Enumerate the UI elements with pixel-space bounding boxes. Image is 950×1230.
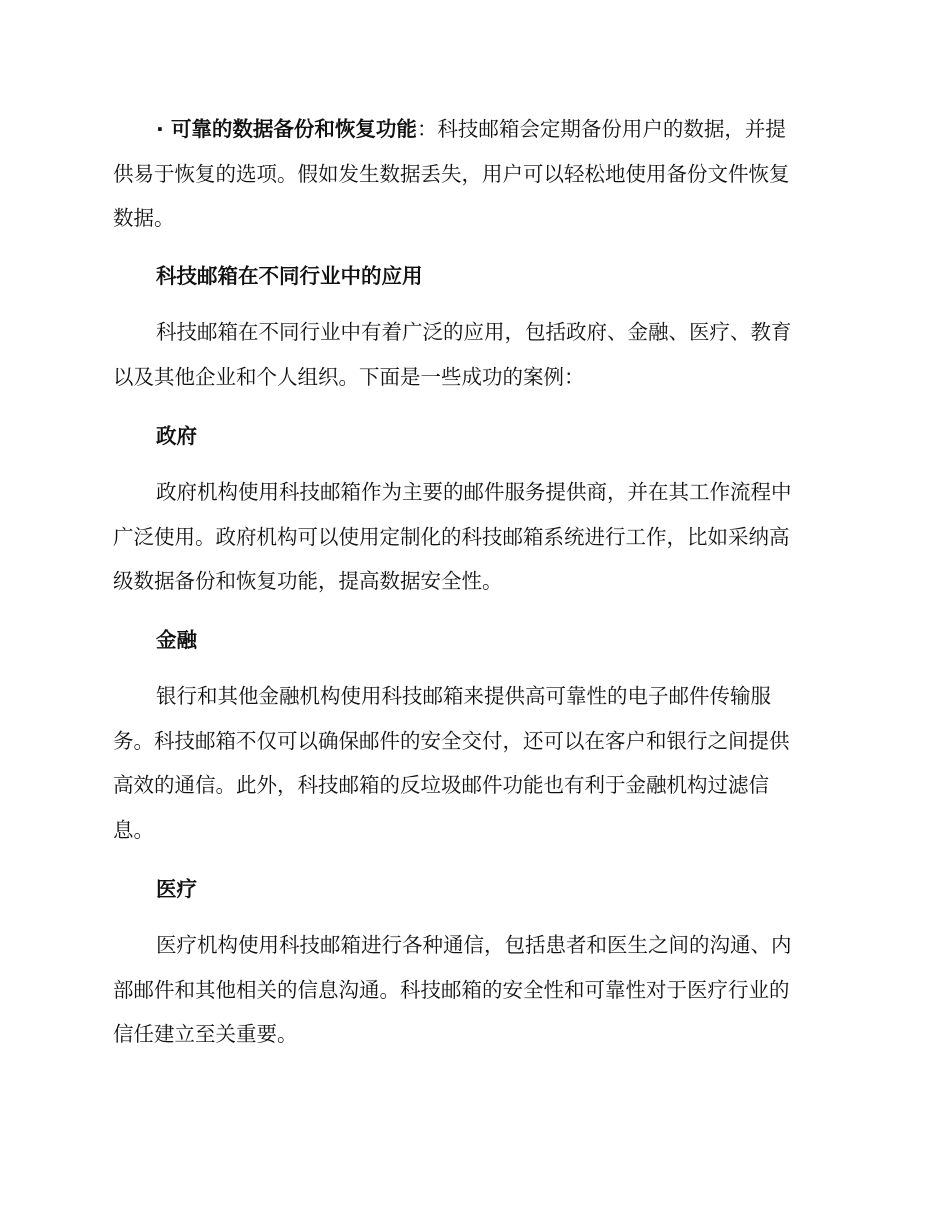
paragraph-line: 医疗机构使用科技邮箱进行各种通信，包括患者和医生之间的沟通、内 [156,933,792,957]
paragraph-line: 广泛使用。政府机构可以使用定制化的科技邮箱系统进行工作，比如采纳高 [113,524,790,549]
paragraph-line: 务。科技邮箱不仅可以确保邮件的安全交付，还可以在客户和银行之间提供 [113,728,790,753]
feature-description: ：科技邮箱会定期备份用户的数据，并提 [416,117,786,141]
paragraph-line: 供易于恢复的选项。假如发生数据丢失，用户可以轻松地使用备份文件恢复 [113,161,790,186]
paragraph-line [113,107,833,152]
finance-paragraph [113,674,833,852]
paragraph-line: 息。 [113,817,154,842]
government-paragraph [113,470,833,604]
paragraph-line: 以及其他企业和个人组织。下面是一些成功的案例： [113,364,585,389]
paragraph-line: 级数据备份和恢复功能，提高数据安全性。 [113,569,503,593]
paragraph-line: 部邮件和其他相关的信息沟通。科技邮箱的安全性和可靠性对于医疗行业的 [113,977,790,1002]
government-heading: 政府 [156,424,197,448]
section-intro-paragraph [113,310,833,399]
section-heading: 科技邮箱在不同行业中的应用 [156,264,423,288]
healthcare-heading: 医疗 [156,877,197,901]
paragraph-line: 信任建立至关重要。 [113,1022,298,1046]
healthcare-paragraph [113,923,833,1057]
paragraph-line: 数据。 [113,206,175,230]
paragraph-line: 高效的通信。此外，科技邮箱的反垃圾邮件功能也有利于金融机构过滤信 [113,773,769,797]
feature-title: 可靠的数据备份和恢复功能 [170,117,417,141]
paragraph-line: 政府机构使用科技邮箱作为主要的邮件服务提供商，并在其工作流程中 [156,480,792,504]
bullet-marker: · [156,117,171,141]
paragraph-line: 科技邮箱在不同行业中有着广泛的应用，包括政府、金融、医疗、教育 [156,320,792,344]
paragraph-line: 银行和其他金融机构使用科技邮箱来提供高可靠性的电子邮件传输服 [156,684,771,708]
backup-feature-paragraph [113,107,833,241]
finance-heading: 金融 [156,628,197,652]
